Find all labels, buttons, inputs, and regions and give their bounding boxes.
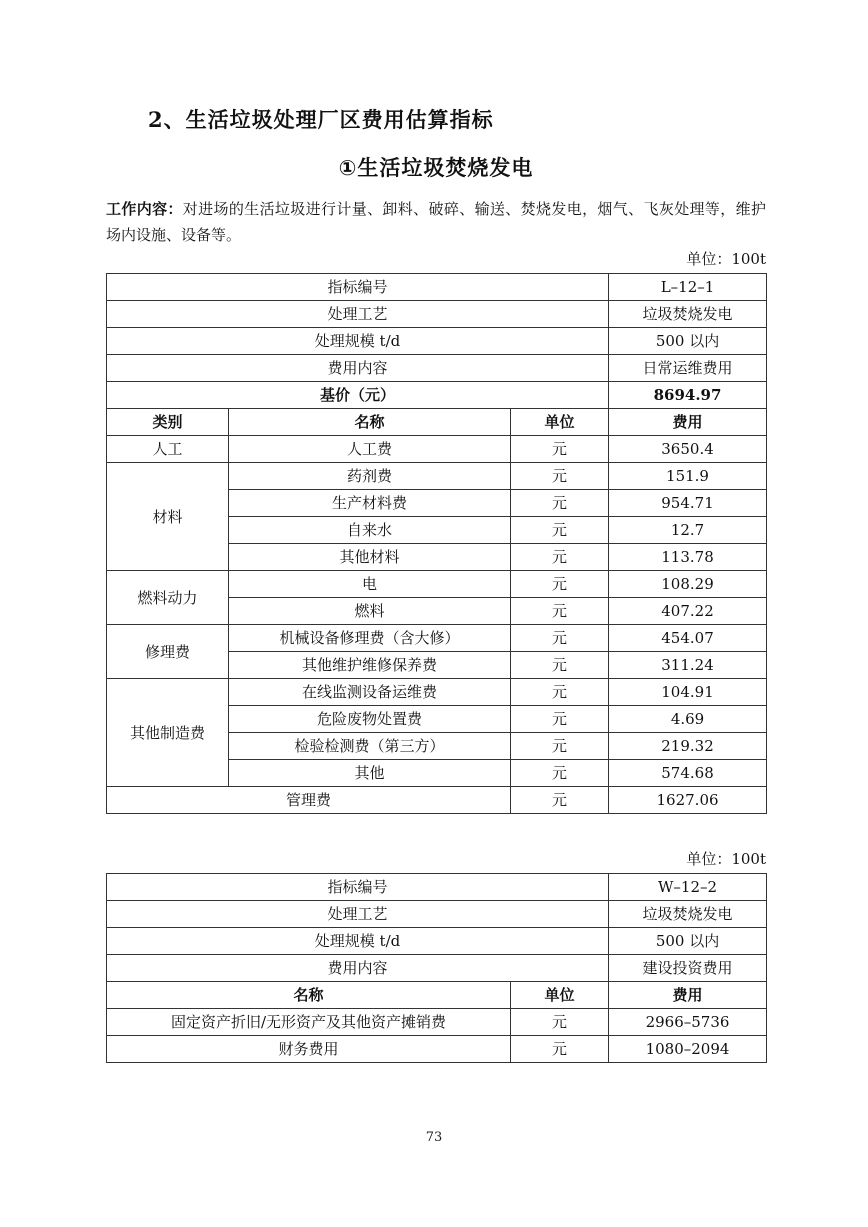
item-fee: 12.7 — [609, 517, 767, 544]
sub-section-title — [106, 152, 766, 182]
section-title: 2、生活垃圾处理厂区费用估算指标 — [148, 107, 494, 132]
table-row — [107, 874, 767, 901]
item-name: 固定资产折旧/无形资产及其他资产摊销费 — [107, 1009, 511, 1036]
table-row — [107, 625, 767, 652]
item-fee: 407.22 — [609, 598, 767, 625]
item-name: 其他材料 — [229, 544, 511, 571]
base-price-label: 基价（元） — [107, 382, 609, 409]
item-fee: 113.78 — [609, 544, 767, 571]
info-value: 500 以内 — [609, 928, 767, 955]
item-unit: 元 — [511, 625, 609, 652]
item-unit: 元 — [511, 760, 609, 787]
table-header-row — [107, 982, 767, 1009]
item-fee: 574.68 — [609, 760, 767, 787]
base-price-row — [107, 382, 767, 409]
item-unit: 元 — [511, 598, 609, 625]
item-name: 生产材料费 — [229, 490, 511, 517]
cost-indicator-table-investment — [106, 873, 767, 1063]
header-unit: 单位 — [511, 982, 609, 1009]
table-header-row — [107, 409, 767, 436]
table-row — [107, 355, 767, 382]
table-row — [107, 787, 767, 814]
base-price-value: 8694.97 — [609, 382, 767, 409]
item-unit: 元 — [511, 571, 609, 598]
info-value: 建设投资费用 — [609, 955, 767, 982]
header-name: 名称 — [229, 409, 511, 436]
item-name: 财务费用 — [107, 1036, 511, 1063]
item-name: 在线监测设备运维费 — [229, 679, 511, 706]
info-value: 垃圾焚烧发电 — [609, 301, 767, 328]
table1-unit-note: 单位：100t — [686, 250, 766, 268]
table-row — [107, 901, 767, 928]
item-fee: 3650.4 — [609, 436, 767, 463]
item-unit: 元 — [511, 544, 609, 571]
group-category: 其他制造费 — [107, 679, 229, 787]
header-name: 名称 — [107, 982, 511, 1009]
work-content-label: 工作内容： — [106, 200, 183, 218]
table-row — [107, 274, 767, 301]
item-unit: 元 — [511, 733, 609, 760]
item-fee: 2966–5736 — [609, 1009, 767, 1036]
item-name: 检验检测费（第三方） — [229, 733, 511, 760]
group-category: 人工 — [107, 436, 229, 463]
table-row — [107, 463, 767, 490]
item-fee: 104.91 — [609, 679, 767, 706]
table-row — [107, 571, 767, 598]
page-number: 73 — [425, 1130, 443, 1145]
item-name: 电 — [229, 571, 511, 598]
circled-number-marker: ① — [338, 156, 358, 180]
item-name: 危险废物处置费 — [229, 706, 511, 733]
group-category: 燃料动力 — [107, 571, 229, 625]
item-fee: 4.69 — [609, 706, 767, 733]
info-label: 处理工艺 — [107, 301, 609, 328]
info-value: 日常运维费用 — [609, 355, 767, 382]
work-content-paragraph — [106, 196, 766, 248]
table-row — [107, 436, 767, 463]
item-fee: 108.29 — [609, 571, 767, 598]
group-category: 材料 — [107, 463, 229, 571]
item-name: 人工费 — [229, 436, 511, 463]
group-category: 修理费 — [107, 625, 229, 679]
info-label: 指标编号 — [107, 874, 609, 901]
table-row — [107, 928, 767, 955]
item-unit: 元 — [511, 787, 609, 814]
table-row — [107, 955, 767, 982]
header-fee: 费用 — [609, 982, 767, 1009]
item-name: 机械设备修理费（含大修） — [229, 625, 511, 652]
table2-unit-note: 单位：100t — [686, 850, 766, 868]
item-unit: 元 — [511, 1009, 609, 1036]
info-value: W–12–2 — [609, 874, 767, 901]
sub-section-title-text: 生活垃圾焚烧发电 — [357, 155, 534, 180]
info-value: 500 以内 — [609, 328, 767, 355]
table-row — [107, 301, 767, 328]
item-unit: 元 — [511, 1036, 609, 1063]
item-unit: 元 — [511, 490, 609, 517]
item-fee: 954.71 — [609, 490, 767, 517]
header-category: 类别 — [107, 409, 229, 436]
info-label: 处理工艺 — [107, 901, 609, 928]
cost-indicator-table-operations — [106, 273, 767, 814]
item-unit: 元 — [511, 706, 609, 733]
item-fee: 311.24 — [609, 652, 767, 679]
item-fee: 1080–2094 — [609, 1036, 767, 1063]
table-row — [107, 1009, 767, 1036]
table-row — [107, 679, 767, 706]
item-unit: 元 — [511, 652, 609, 679]
item-name: 其他维护维修保养费 — [229, 652, 511, 679]
item-fee: 454.07 — [609, 625, 767, 652]
info-value: 垃圾焚烧发电 — [609, 901, 767, 928]
item-unit: 元 — [511, 679, 609, 706]
item-unit: 元 — [511, 436, 609, 463]
item-fee: 151.9 — [609, 463, 767, 490]
item-fee: 1627.06 — [609, 787, 767, 814]
item-name: 燃料 — [229, 598, 511, 625]
page-content — [106, 104, 766, 1063]
table-row — [107, 328, 767, 355]
table-row — [107, 1036, 767, 1063]
item-fee: 219.32 — [609, 733, 767, 760]
item-name: 药剂费 — [229, 463, 511, 490]
info-value: L–12–1 — [609, 274, 767, 301]
item-name: 自来水 — [229, 517, 511, 544]
item-name: 其他 — [229, 760, 511, 787]
work-content-text: 对进场的生活垃圾进行计量、卸料、破碎、输送、焚烧发电，烟气、飞灰处理等，维护场内设施、设备等。 — [106, 200, 766, 244]
info-label: 费用内容 — [107, 355, 609, 382]
info-label: 费用内容 — [107, 955, 609, 982]
info-label: 指标编号 — [107, 274, 609, 301]
item-unit: 元 — [511, 463, 609, 490]
item-unit: 元 — [511, 517, 609, 544]
info-label: 处理规模 t/d — [107, 328, 609, 355]
header-unit: 单位 — [511, 409, 609, 436]
header-fee: 费用 — [609, 409, 767, 436]
item-name: 管理费 — [107, 787, 511, 814]
info-label: 处理规模 t/d — [107, 928, 609, 955]
